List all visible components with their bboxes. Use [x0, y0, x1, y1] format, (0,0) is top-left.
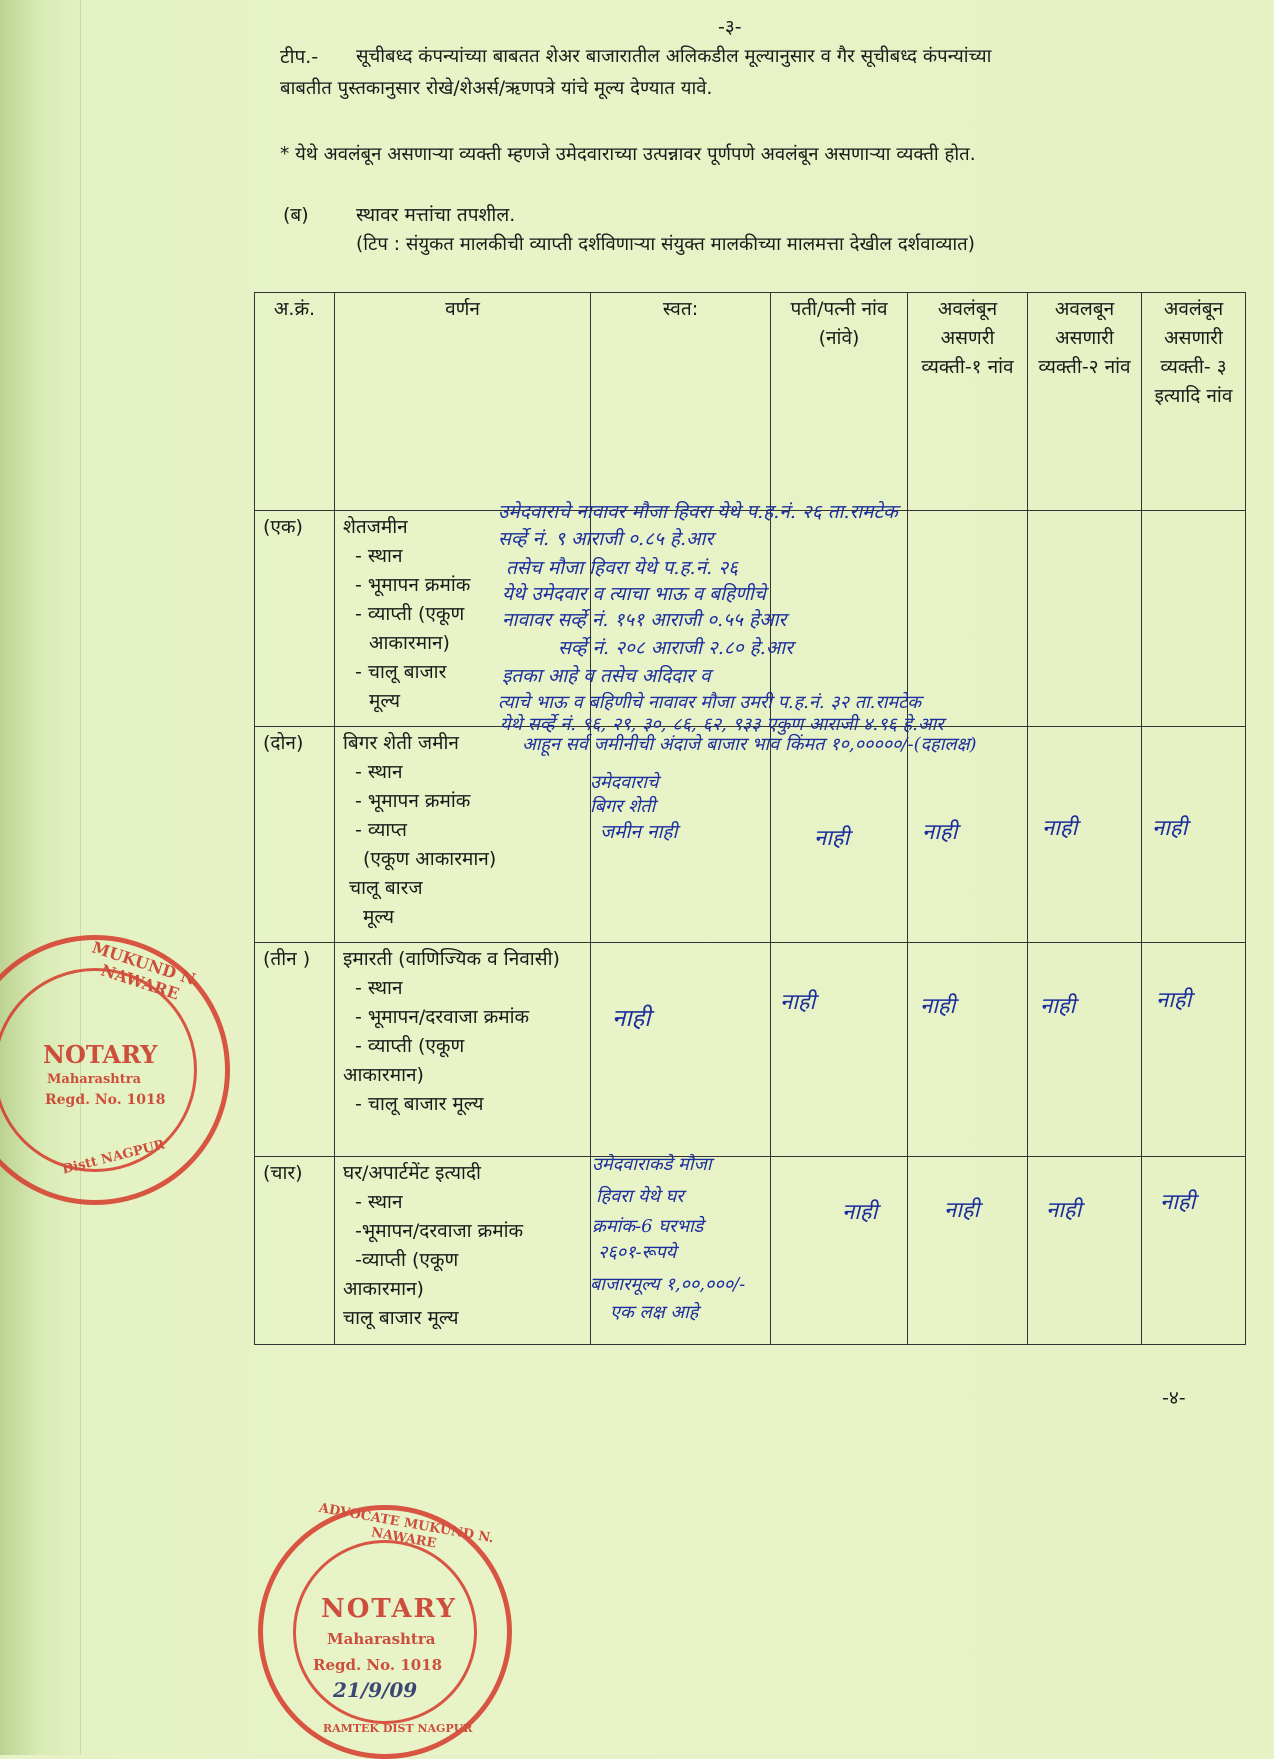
row-item: - चालू बाजार	[355, 661, 447, 683]
handwritten-line: सर्व्हे नं. ९ आराजी ०.८५ हे.आर	[498, 528, 714, 550]
stamp-top-arc: ADVOCATE MUKUND N. NAWARE	[317, 1500, 495, 1552]
section-hint: (टिप : संयुकत मालकीची व्याप्ती दर्शविणाऱ्या संयुक्त मालकीच्या मालमत्ता देखील दर्शवाव्यात)	[356, 234, 975, 255]
handwritten-nahi: नाही	[1040, 994, 1076, 1019]
row-description	[335, 943, 591, 1157]
row-title: बिगर शेती जमीन	[343, 732, 459, 754]
header-serial: अ.क्रं.	[255, 293, 335, 511]
handwritten-nahi: नाही	[920, 994, 956, 1019]
row-item: - भूमापन क्रमांक	[355, 790, 471, 812]
stamp-state: Maharashtra	[47, 1072, 142, 1087]
header-spouse: पती/पत्नी नांव (नांवे)	[771, 293, 908, 511]
handwritten-nahi: नाही	[1152, 816, 1188, 841]
handwritten-nahi: नाही	[780, 990, 816, 1015]
header-dependent-2: अवलबून असणारी व्यक्ती-२ नांव	[1028, 293, 1142, 511]
table-header-row	[255, 293, 1246, 511]
handwritten-line: इतका आहे व तसेच अदिदार व	[502, 665, 711, 687]
row-item: - व्याप्ती (एकूण	[355, 603, 465, 625]
row-number: (दोन)	[255, 727, 335, 943]
table-row	[255, 727, 1246, 943]
stamp-regd: Regd. No. 1018	[313, 1656, 443, 1674]
immovable-assets-table	[254, 292, 1246, 1345]
table-row	[255, 943, 1246, 1157]
row-item: मूल्य	[369, 690, 401, 712]
handwritten-nahi: नाही	[944, 1198, 980, 1223]
handwritten-line: क्रमांक-6 घरभाडे	[592, 1216, 704, 1237]
stamp-state: Maharashtra	[327, 1630, 436, 1648]
handwritten-line: हिवरा येथे घर	[596, 1186, 684, 1207]
handwritten-line: बिगर शेती	[590, 796, 656, 817]
row-number: (तीन )	[255, 943, 335, 1157]
row-description	[335, 727, 591, 943]
page-number-top: -३-	[718, 16, 742, 38]
stamp-title: NOTARY	[43, 1040, 158, 1069]
page-number-bottom: -४-	[1162, 1387, 1186, 1409]
stamp-bottom-arc: RAMTEK DIST NAGPUR	[323, 1722, 473, 1735]
handwritten-line: २६०१-रूपये	[598, 1242, 677, 1263]
handwritten-nahi: नाही	[1156, 988, 1192, 1013]
note-line-2: बाबतीत पुस्तकानुसार रोखे/शेअर्स/ऋणपत्रे यांचे मूल्य देण्यात यावे.	[280, 78, 713, 99]
section-label: (ब)	[283, 204, 309, 226]
binding-edge	[0, 0, 81, 1755]
stamp-title: NOTARY	[321, 1594, 457, 1624]
header-dependent-3: अवलंबून असणारी व्यक्ती- ३ इत्यादि नांव	[1142, 293, 1246, 511]
row-title: घर/अपार्टमेंट इत्यादी	[343, 1162, 481, 1184]
row-item: -व्याप्ती (एकूण	[355, 1249, 459, 1271]
signature-date: 21/9/09	[333, 1678, 418, 1702]
handwritten-line: उमेदवाराचे नावावर मौजा हिवरा येथे प.ह.नं. २६ ता.रामटेक	[498, 501, 898, 523]
row-item: - व्याप्त	[355, 819, 408, 841]
handwritten-line: येथे उमेदवार व त्याचा भाऊ व बहिणीचे	[502, 583, 766, 605]
row-number: (एक)	[255, 511, 335, 727]
row-item: आकारमान)	[369, 632, 450, 654]
handwritten-line: उमेदवाराचे	[590, 772, 659, 793]
handwritten-nahi: नाही	[814, 826, 850, 851]
note-label: टीप.-	[280, 46, 319, 68]
handwritten-line: जमीन नाही	[600, 821, 678, 843]
handwritten-nahi: नाही	[922, 820, 958, 845]
handwritten-line: येथे सर्व्हे नं. ९६, २९, ३०, ८६, ६२, ९३३ एकुण आराजी ४.९६ हे.आर	[500, 714, 944, 735]
row-item: (एकूण आकारमान)	[363, 848, 497, 870]
row-item: आकारमान)	[343, 1064, 424, 1086]
handwritten-nahi: नाही	[1046, 1198, 1082, 1223]
row-item: चालू बाजार मूल्य	[343, 1307, 459, 1329]
handwritten-nahi: नाही	[612, 1004, 651, 1032]
handwritten-line: सर्व्हे नं. २०८ आराजी २.८० हे.आर	[558, 637, 793, 659]
row-item: - भूमापन/दरवाजा क्रमांक	[355, 1006, 530, 1028]
row-title: इमारती (वाणिज्यिक व निवासी)	[343, 948, 560, 970]
handwritten-line: एक लक्ष आहे	[610, 1302, 699, 1323]
row-item: - भूमापन क्रमांक	[355, 574, 471, 596]
handwritten-nahi: नाही	[842, 1200, 878, 1225]
row-number: (चार)	[255, 1157, 335, 1345]
notary-stamp	[258, 1500, 512, 1759]
note-line-1: सूचीबध्द कंपन्यांच्या बाबतत शेअर बाजारातील अलिकडील मूल्यानुसार व गैर सूचीबध्द कंपन्यांच्या	[356, 46, 992, 67]
header-self: स्वत:	[591, 293, 771, 511]
notary-stamp-side	[0, 935, 230, 1205]
row-item: आकारमान)	[343, 1278, 424, 1300]
handwritten-nahi: नाही	[1042, 816, 1078, 841]
handwritten-line: नावावर सर्व्हे नं. १५१ आराजी ०.५५ हेआर	[502, 609, 787, 631]
row-title: शेतजमीन	[343, 516, 408, 538]
table-row	[255, 1157, 1246, 1345]
handwritten-line: त्याचे भाऊ व बहिणीचे नावावर मौजा उमरी प.ह.नं. ३२ ता.रामटेक	[498, 692, 922, 713]
stamp-top-arc: MUKUND N. NAWARE	[89, 937, 203, 1004]
row-item: - स्थान	[355, 761, 403, 783]
handwritten-line: तसेच मौजा हिवरा येथे प.ह.नं. २६	[506, 557, 738, 579]
header-dependent-1: अवलंबून असणरी व्यक्ती-१ नांव	[908, 293, 1028, 511]
stamp-regd: Regd. No. 1018	[45, 1092, 166, 1108]
handwritten-line: बाजारमूल्य १,००,०००/-	[590, 1274, 746, 1295]
handwritten-nahi: नाही	[1160, 1190, 1196, 1215]
row-item: - स्थान	[355, 1191, 403, 1213]
handwritten-line: उमेदवाराकडे मौजा	[592, 1154, 712, 1175]
section-title: स्थावर मत्तांचा तपशील.	[356, 204, 516, 226]
row-item: - स्थान	[355, 545, 403, 567]
row-item: -भूमापन/दरवाजा क्रमांक	[355, 1220, 524, 1242]
dependents-note: * येथे अवलंबून असणाऱ्या व्यक्ती म्हणजे उमेदवाराच्या उत्पन्नावर पूर्णपणे अवलंबून असणाऱ्या व्यक्ती होत.	[280, 144, 976, 165]
handwritten-line: आहून सर्व जमीनीची अंदाजे बाजार भाव किंमत १०,०००००/-(दहालक्ष)	[522, 734, 977, 755]
row-description	[335, 1157, 591, 1345]
row-item: - व्याप्ती (एकूण	[355, 1035, 465, 1057]
row-item: मूल्य	[363, 906, 395, 928]
header-description: वर्णन	[335, 293, 591, 511]
stamp-bottom-arc: Distt NAGPUR	[60, 1137, 167, 1178]
row-item: - चालू बाजार मूल्य	[355, 1093, 484, 1115]
row-item: चालू बारज	[349, 877, 423, 899]
row-item: - स्थान	[355, 977, 403, 999]
